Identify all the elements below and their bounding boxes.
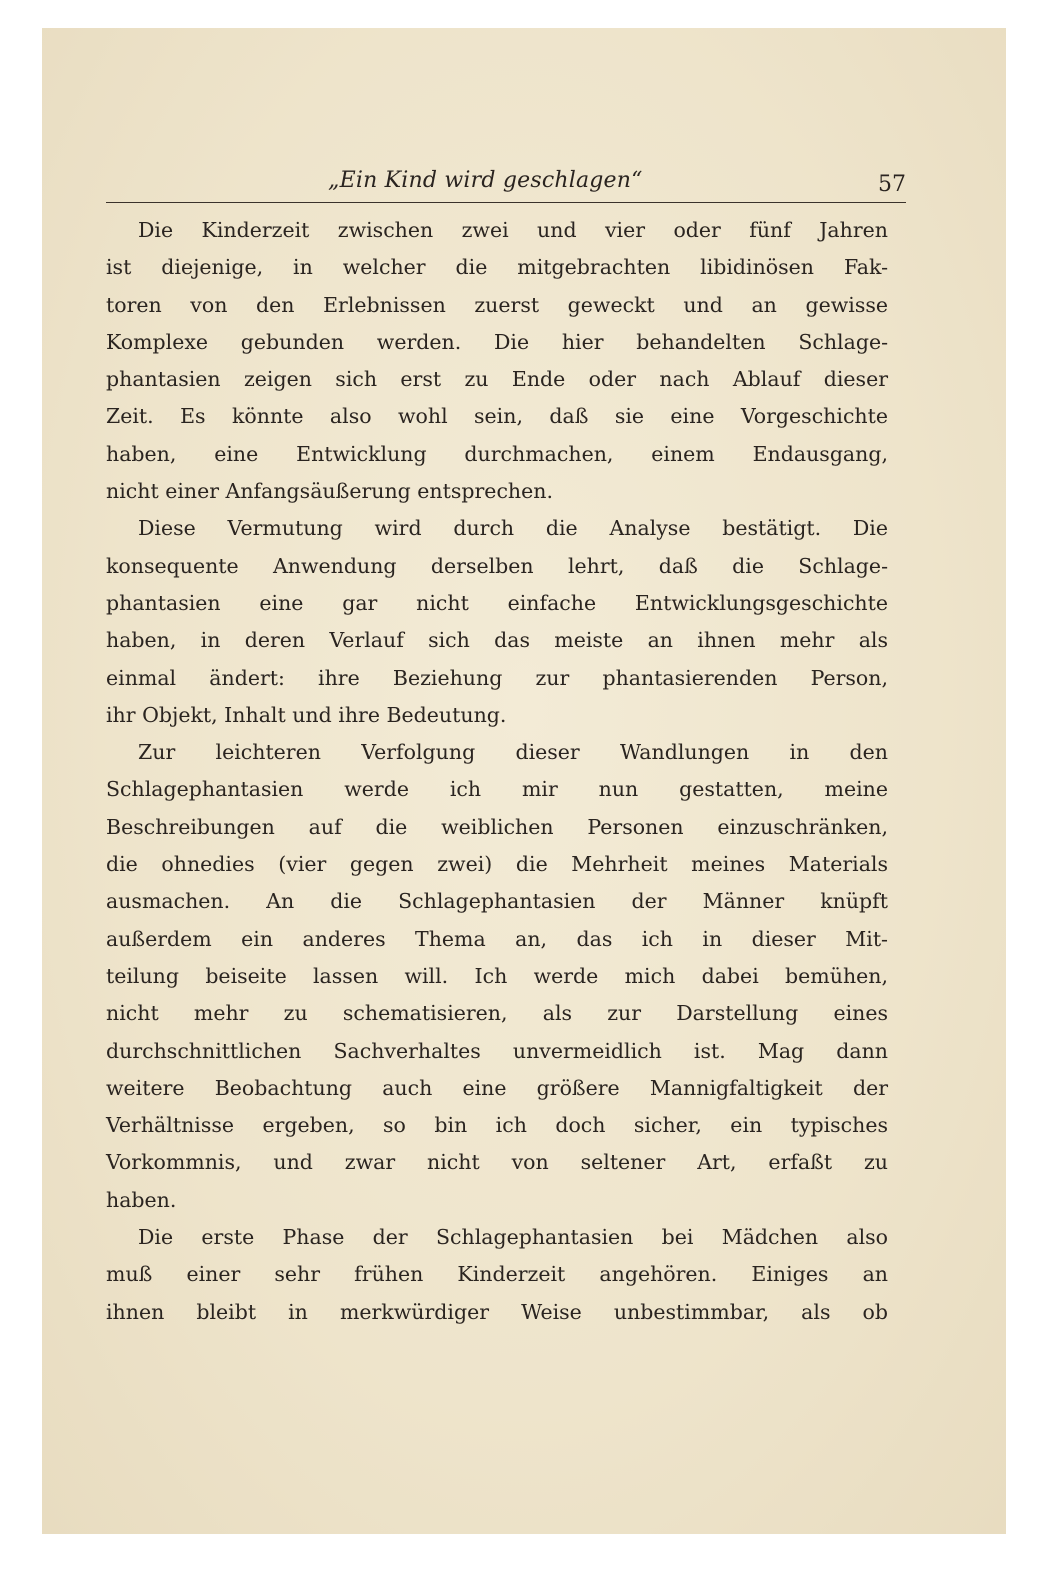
text-line: Beschreibungen auf die weiblichen Personen einzuschränken, (106, 814, 888, 839)
text-line: muß einer sehr frühen Kinderzeit angehören. Einiges an (106, 1262, 888, 1287)
text-line: ist diejenige, in welcher die mitgebrachten libidinösen Fak- (106, 255, 888, 280)
body-text (106, 212, 888, 1331)
text-line: ihr Objekt, Inhalt und ihre Bedeutung. (106, 702, 507, 727)
text-line: die ohnedies (vier gegen zwei) die Mehrheit meines Materials (106, 852, 888, 877)
text-line: phantasien eine gar nicht einfache Entwicklungsgeschichte (106, 590, 888, 615)
text-line: Schlagephantasien werde ich mir nun gestatten, meine (106, 777, 888, 802)
text-line: durchschnittlichen Sachverhaltes unvermeidlich ist. Mag dann (106, 1038, 888, 1063)
text-line: Die Kinderzeit zwischen zwei und vier oder fünf Jahren (138, 218, 888, 242)
text-line: Verhältnisse ergeben, so bin ich doch sicher, ein typisches (106, 1113, 888, 1138)
text-line: ihnen bleibt in merkwürdiger Weise unbestimmbar, als ob (106, 1299, 888, 1324)
text-line: Zur leichteren Verfolgung dieser Wandlungen in den (138, 740, 888, 765)
text-line: haben, in deren Verlauf sich das meiste an ihnen mehr als (106, 628, 888, 653)
text-line: haben. (106, 1187, 177, 1212)
text-line: phantasien zeigen sich erst zu Ende oder nach Ablauf dieser (106, 367, 888, 392)
text-line: nicht einer Anfangsäußerung entsprechen. (106, 479, 553, 504)
text-line: Zeit. Es könnte also wohl sein, daß sie eine Vorgeschichte (106, 404, 888, 429)
text-line: nicht mehr zu schematisieren, als zur Darstellung eines (106, 1001, 888, 1026)
text-line: Diese Vermutung wird durch die Analyse bestätigt. Die (138, 516, 888, 541)
text-line: außerdem ein anderes Thema an, das ich in dieser Mit- (106, 926, 888, 951)
page-number: 57 (878, 172, 906, 197)
text-line: haben, eine Entwicklung durchmachen, einem Endausgang, (106, 441, 888, 466)
text-line: weitere Beobachtung auch eine größere Mannigfaltigkeit der (106, 1075, 888, 1100)
text-line: konsequente Anwendung derselben lehrt, daß die Schlage- (106, 553, 888, 578)
text-line: einmal ändert: ihre Beziehung zur phantasierenden Person, (106, 665, 888, 690)
running-header (106, 168, 906, 203)
text-line: ausmachen. An die Schlagephantasien der Männer knüpft (106, 889, 888, 914)
scanned-page (42, 28, 1006, 1534)
text-line: toren von den Erlebnissen zuerst geweckt und an gewisse (106, 292, 888, 317)
text-line: teilung beiseite lassen will. Ich werde mich dabei bemühen, (106, 963, 888, 988)
running-title: „Ein Kind wird geschlagen“ (328, 168, 643, 193)
text-line: Die erste Phase der Schlagephantasien bei Mädchen also (138, 1225, 888, 1250)
text-line: Komplexe gebunden werden. Die hier behandelten Schlage- (106, 329, 888, 354)
text-line: Vorkommnis, und zwar nicht von seltener Art, erfaßt zu (106, 1150, 888, 1175)
